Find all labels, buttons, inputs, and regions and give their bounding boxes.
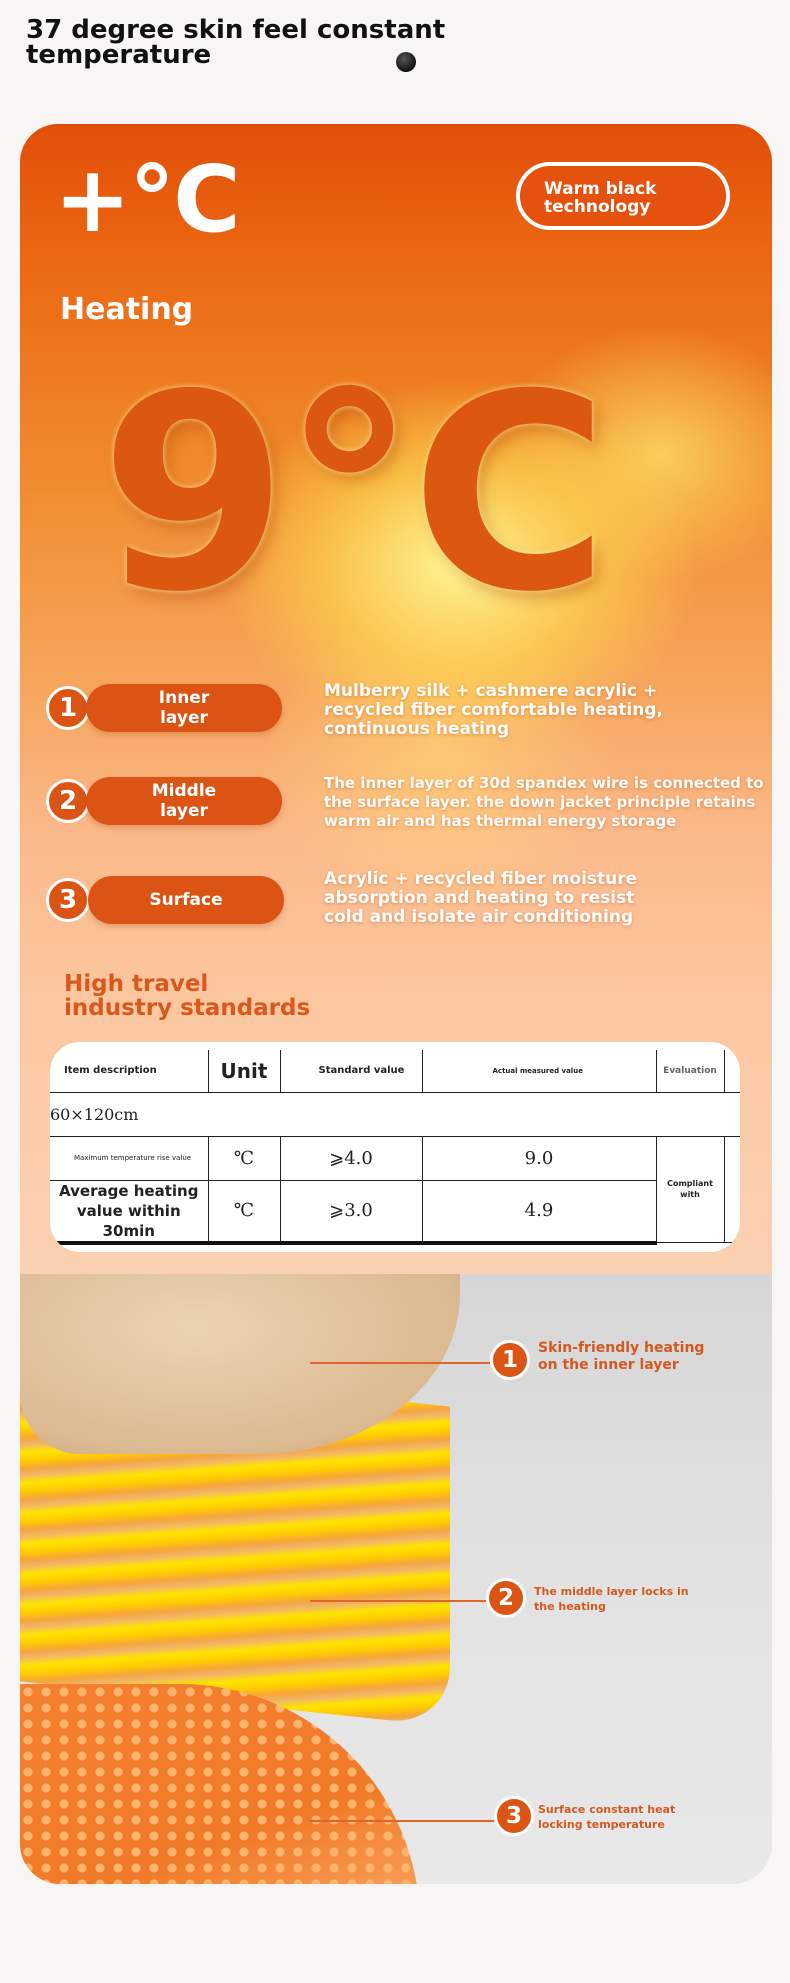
row-label: Maximum temperature rise value	[50, 1136, 208, 1180]
callout-number-3: 3	[494, 1796, 534, 1836]
layer-label: Middle layer	[151, 781, 217, 821]
big-temperature-value: 9°C	[100, 336, 604, 651]
table-header-row	[50, 1050, 740, 1092]
layer-label: Surface	[149, 890, 223, 910]
header-unit: Unit	[208, 1050, 280, 1092]
row-standard: ⩾3.0	[280, 1180, 422, 1243]
callout-line	[310, 1362, 490, 1364]
header-item: Item description	[50, 1050, 208, 1092]
page-title: 37 degree skin feel constant temperature	[26, 15, 446, 70]
standards-title: High travel industry standards	[64, 971, 311, 1021]
heating-label: Heating	[60, 292, 194, 327]
layer-badge-middle	[86, 777, 282, 825]
header-standard: Standard value	[280, 1050, 422, 1092]
callout-text: The middle layer locks in the heating	[534, 1585, 689, 1613]
layer-number-2: 2	[46, 779, 90, 823]
row-label: Average heating value within 30min	[50, 1180, 208, 1243]
fabric-layers-illustration	[20, 1274, 772, 1884]
table-row	[50, 1136, 740, 1180]
row-standard: ⩾4.0	[280, 1136, 422, 1180]
layer-number-3: 3	[46, 878, 90, 922]
layer-description: The inner layer of 30d spandex wire is connected to the surface layer. the down jacket principle retains warm air and has thermal energy storage	[324, 774, 764, 830]
warm-technology-badge: Warm black technology	[516, 162, 730, 230]
standards-table	[50, 1050, 740, 1245]
heating-info-card	[20, 124, 772, 1274]
row-measured: 4.9	[422, 1180, 656, 1243]
callout-number-1: 1	[490, 1340, 530, 1380]
table-row	[50, 1092, 740, 1136]
header-measured: Actual measured value	[422, 1050, 656, 1092]
row-evaluation: Compliant with	[656, 1136, 724, 1243]
table-row	[50, 1180, 740, 1243]
row-measured: 9.0	[422, 1136, 656, 1180]
row-unit: ℃	[208, 1180, 280, 1243]
layer-description: Acrylic + recycled fiber moisture absorption and heating to resist cold and isolate air conditioning	[324, 869, 638, 927]
callout-text: Skin-friendly heating on the inner layer	[538, 1340, 705, 1373]
layer-number-1: 1	[46, 686, 90, 730]
standards-table-card	[50, 1042, 740, 1252]
temperature-logo: +°C	[54, 146, 239, 253]
header-evaluation: Evaluation	[656, 1050, 724, 1092]
layer-badge-surface	[88, 876, 284, 924]
callout-text: Surface constant heat locking temperature	[538, 1803, 676, 1831]
decorative-dot	[396, 52, 416, 72]
size-cell: 60×120cm	[50, 1092, 740, 1136]
layer-badge-inner	[86, 684, 282, 732]
row-unit: ℃	[208, 1136, 280, 1180]
layer-description: Mulberry silk + cashmere acrylic + recycled fiber comfortable heating, continuous heating	[324, 681, 663, 739]
callout-line	[310, 1820, 494, 1822]
layer-label: Inner layer	[158, 688, 210, 728]
callout-number-2: 2	[486, 1578, 526, 1618]
callout-line	[310, 1600, 486, 1602]
